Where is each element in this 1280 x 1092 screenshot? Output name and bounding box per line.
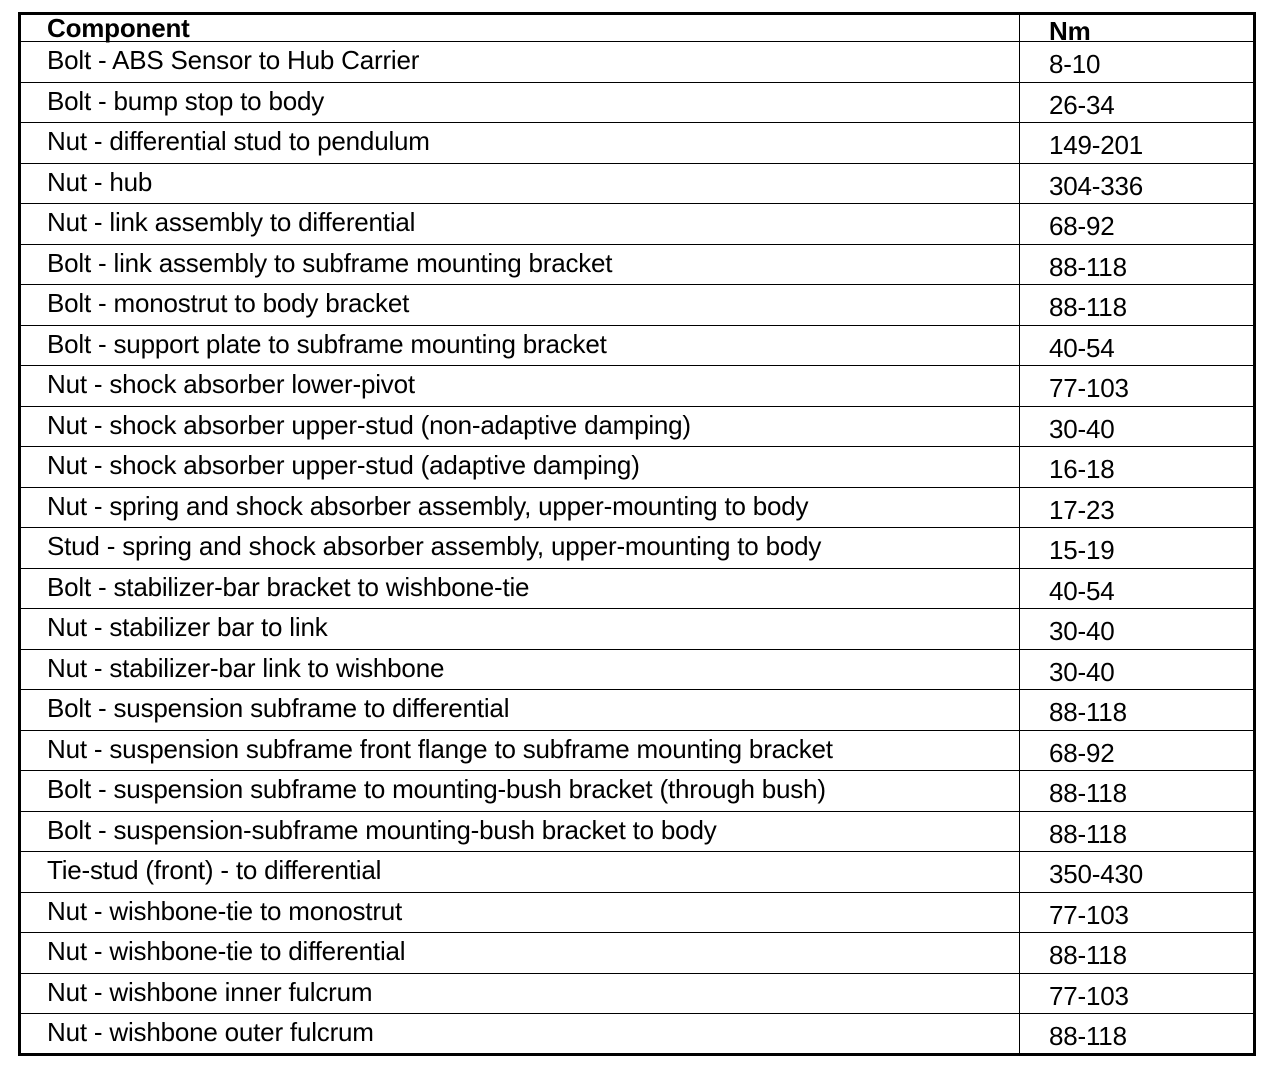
component-cell: Bolt - stabilizer-bar bracket to wishbone-tie (47, 571, 530, 602)
torque-cell: 88-118 (1049, 292, 1127, 322)
table-row (21, 893, 1253, 934)
component-cell: Tie-stud (front) - to differential (47, 855, 382, 885)
table-row (21, 731, 1253, 772)
torque-cell: 30-40 (1049, 656, 1115, 687)
component-cell: Nut - wishbone outer fulcrum (47, 1017, 374, 1047)
table-header-row (21, 13, 1253, 46)
torque-cell: 88-118 (1049, 778, 1127, 808)
torque-cell: 77-103 (1049, 980, 1129, 1011)
table-row (21, 123, 1253, 164)
table-row (21, 42, 1253, 83)
component-cell: Nut - wishbone-tie to differential (47, 936, 406, 966)
torque-cell: 30-40 (1049, 413, 1115, 444)
torque-cell: 8-10 (1049, 49, 1101, 79)
component-cell: Nut - suspension subframe front flange to subframe mounting bracket (47, 733, 833, 764)
table-row (21, 164, 1253, 205)
torque-table (18, 12, 1256, 1056)
header-component: Component (47, 13, 190, 43)
table-row (21, 609, 1253, 650)
torque-cell: 88-118 (1049, 1021, 1127, 1051)
component-cell: Nut - shock absorber lower-pivot (47, 369, 415, 399)
component-cell: Nut - wishbone inner fulcrum (47, 976, 373, 1007)
torque-cell: 26-34 (1049, 89, 1115, 120)
component-cell: Nut - wishbone-tie to monostrut (47, 895, 403, 926)
component-cell: Bolt - ABS Sensor to Hub Carrier (47, 45, 420, 75)
component-cell: Nut - stabilizer bar to link (47, 612, 328, 642)
component-cell: Nut - link assembly to differential (47, 207, 416, 237)
table-row (21, 933, 1253, 974)
component-cell: Bolt - suspension subframe to mounting-bush bracket (through bush) (47, 774, 826, 804)
table-row (21, 690, 1253, 731)
table-row (21, 974, 1253, 1015)
component-cell: Bolt - support plate to subframe mounting bracket (47, 328, 607, 359)
table-row (21, 326, 1253, 367)
table-row (21, 528, 1253, 569)
component-cell: Nut - spring and shock absorber assembly, upper-mounting to body (47, 490, 809, 521)
component-cell: Bolt - suspension-subframe mounting-bush bracket to body (47, 814, 717, 845)
torque-cell: 149-201 (1049, 130, 1144, 160)
torque-cell: 88-118 (1049, 251, 1127, 282)
torque-cell: 15-19 (1049, 535, 1115, 565)
table-row (21, 812, 1253, 853)
table-row (21, 285, 1253, 326)
component-cell: Nut - shock absorber upper-stud (non-adaptive damping) (47, 409, 691, 440)
table-body (21, 15, 1253, 1055)
component-cell: Nut - hub (47, 166, 153, 197)
table-row (21, 569, 1253, 610)
torque-cell: 40-54 (1049, 332, 1115, 363)
table-row (21, 1014, 1253, 1055)
torque-cell: 68-92 (1049, 737, 1115, 768)
header-nm: Nm (1049, 16, 1091, 46)
table-row (21, 83, 1253, 124)
table-row (21, 407, 1253, 448)
torque-cell: 40-54 (1049, 575, 1115, 606)
torque-cell: 77-103 (1049, 373, 1129, 403)
table-row (21, 771, 1253, 812)
component-cell: Stud - spring and shock absorber assembly, upper-mounting to body (47, 531, 822, 561)
component-cell: Bolt - link assembly to subframe mounting bracket (47, 247, 613, 278)
torque-cell: 16-18 (1049, 454, 1115, 484)
table-row (21, 245, 1253, 286)
torque-cell: 77-103 (1049, 899, 1129, 930)
table-row (21, 488, 1253, 529)
component-cell: Nut - shock absorber upper-stud (adaptive damping) (47, 450, 640, 480)
torque-cell: 88-118 (1049, 940, 1127, 970)
torque-cell: 68-92 (1049, 211, 1115, 241)
component-cell: Nut - differential stud to pendulum (47, 126, 430, 156)
torque-cell: 30-40 (1049, 616, 1115, 646)
table-row (21, 366, 1253, 407)
component-cell: Nut - stabilizer-bar link to wishbone (47, 652, 445, 683)
table-row (21, 447, 1253, 488)
table-row (21, 204, 1253, 245)
torque-cell: 88-118 (1049, 697, 1127, 727)
component-cell: Bolt - monostrut to body bracket (47, 288, 410, 318)
table-row (21, 650, 1253, 691)
component-cell: Bolt - bump stop to body (47, 85, 325, 116)
torque-cell: 350-430 (1049, 859, 1144, 889)
torque-cell: 304-336 (1049, 170, 1144, 201)
torque-cell: 88-118 (1049, 818, 1127, 849)
torque-cell: 17-23 (1049, 494, 1115, 525)
table-row (21, 852, 1253, 893)
component-cell: Bolt - suspension subframe to differential (47, 693, 510, 723)
